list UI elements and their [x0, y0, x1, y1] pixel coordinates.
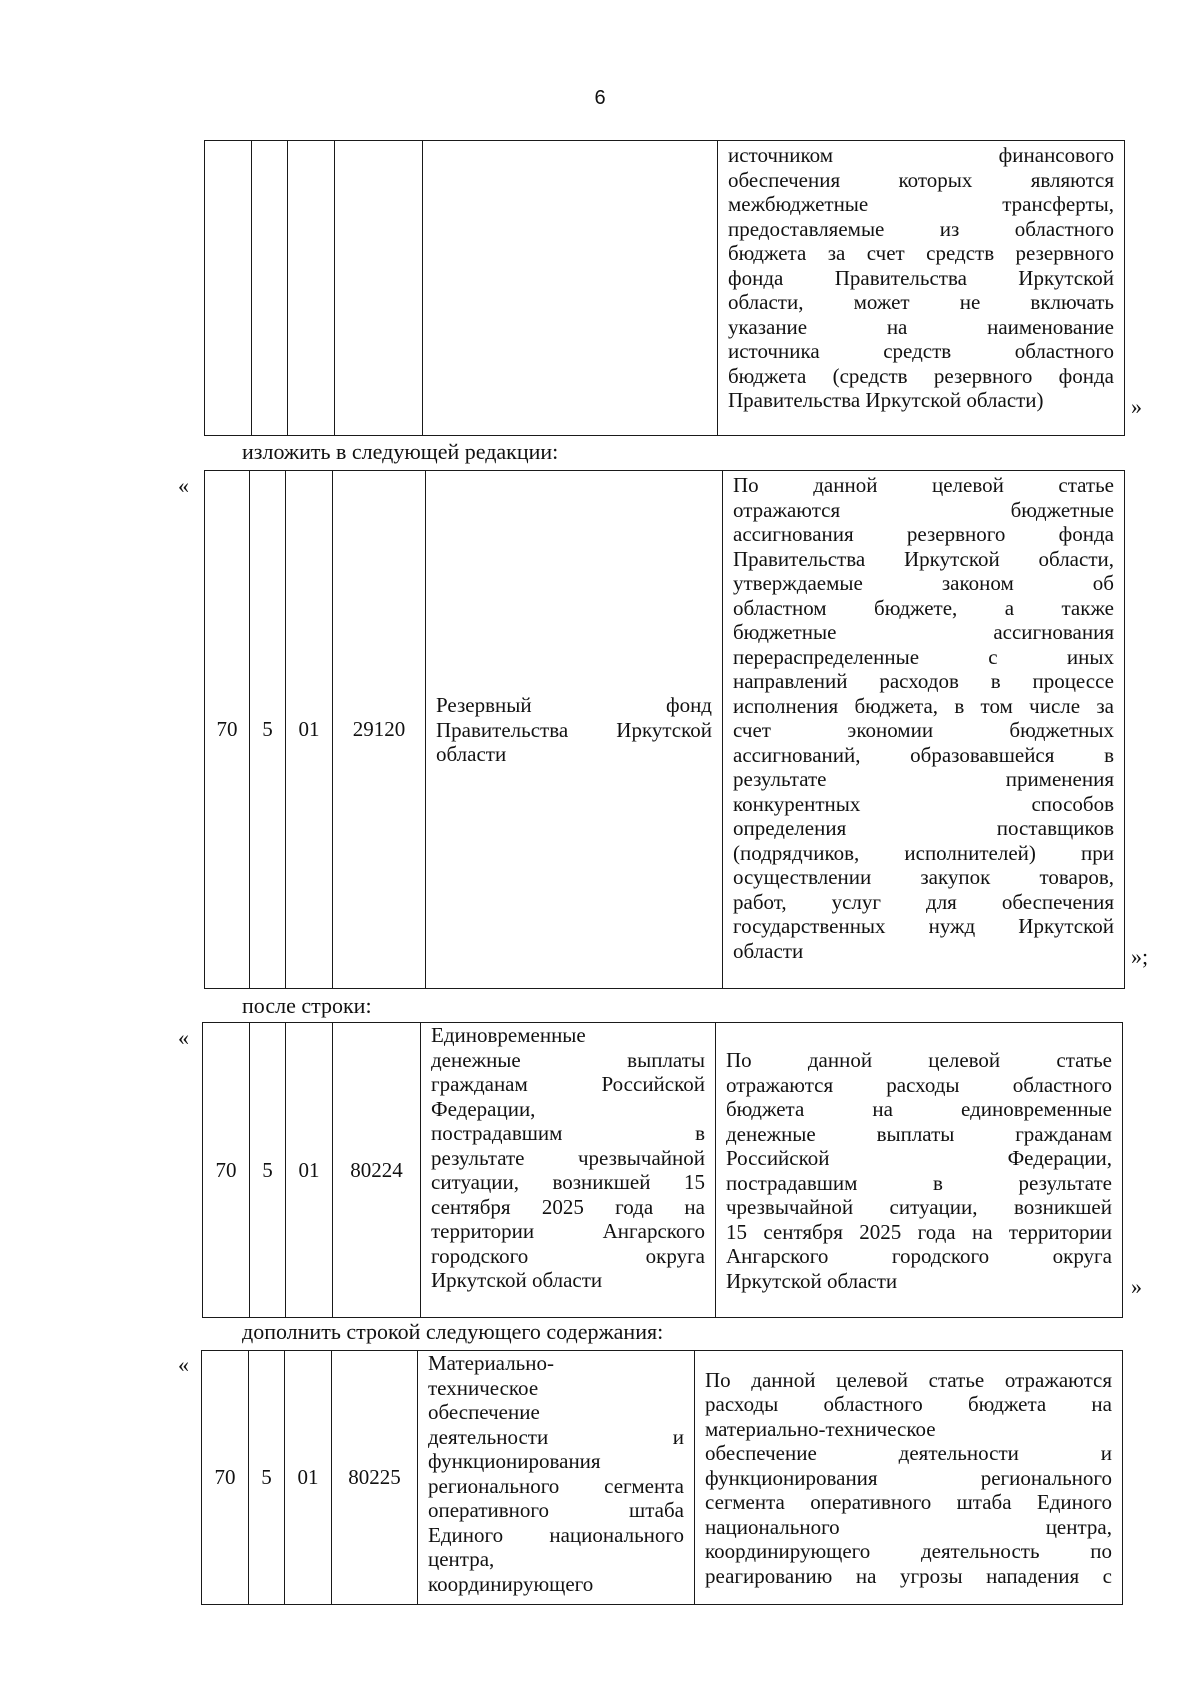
text-line: определения поставщиков	[733, 816, 1114, 840]
page-number: 6	[594, 87, 606, 109]
table-row	[203, 1023, 1123, 1318]
closing-quote: »	[1131, 394, 1142, 419]
text-line: исполнения бюджета, в том числе за	[733, 693, 1114, 718]
text-line: Правительства Иркутской области)	[728, 388, 1044, 412]
cell-code-1: 70	[202, 1351, 249, 1605]
text-line: обеспечение	[428, 1400, 540, 1424]
cell-code-3: 01	[286, 471, 333, 989]
text-line: городского округа	[431, 1243, 705, 1268]
text-line: регионального сегмента	[428, 1473, 684, 1498]
text-line: пострадавшим в	[431, 1121, 705, 1145]
text-line: источника средств областного	[728, 339, 1114, 363]
text-line: направлений расходов в процессе	[733, 669, 1114, 693]
instruction-text: дополнить строкой следующего содержания:	[242, 1319, 664, 1344]
cell-name	[426, 471, 723, 989]
text-line: ассигнований, образовавшейся в	[733, 742, 1114, 767]
text-line: ассигнования резервного фонда	[733, 522, 1114, 546]
cell-code-2: 5	[250, 471, 286, 989]
text-line: ситуации, возникшей 15	[431, 1170, 705, 1194]
closing-quote-semicolon: »;	[1131, 944, 1149, 969]
text-line: чрезвычайной ситуации, возникшей	[726, 1195, 1112, 1219]
cell-name	[418, 1351, 695, 1605]
instruction-text: после строки:	[242, 993, 372, 1018]
table-block-4	[201, 1350, 1123, 1605]
text-line: реагированию на угрозы нападения с	[705, 1563, 1112, 1588]
text-line: 15 сентября 2025 года на территории	[726, 1219, 1112, 1244]
text-line: Материально-	[428, 1351, 554, 1375]
text-line: сентября 2025 года на	[431, 1194, 705, 1219]
text-line: результате применения	[733, 767, 1114, 791]
text-line: бюджета (средств резервного фонда	[728, 363, 1114, 388]
cell-code-1: 70	[205, 471, 250, 989]
table-row	[205, 471, 1125, 989]
text-line: деятельности и	[428, 1424, 684, 1449]
text-line: материально-техническое	[705, 1416, 936, 1441]
text-line: перераспределенные с иных	[733, 644, 1114, 669]
table-row	[202, 1351, 1123, 1605]
text-line: денежные выплаты	[431, 1047, 705, 1072]
cell-code-3: 01	[286, 1023, 333, 1318]
text-line: координирующего	[428, 1571, 594, 1596]
cell-code-2	[252, 141, 288, 436]
text-line: области, может не включать	[728, 290, 1114, 314]
cell-name	[421, 1023, 716, 1318]
cell-code-4	[335, 141, 423, 436]
text-line: отражаются расходы областного	[726, 1072, 1112, 1097]
text-line: Правительства Иркутской области,	[733, 546, 1114, 571]
closing-quote: »	[1131, 1274, 1142, 1299]
text-line: отражаются бюджетные	[733, 497, 1114, 522]
text-line: межбюджетные трансферты,	[728, 192, 1114, 216]
text-line: По данной целевой статье отражаются	[705, 1367, 1112, 1392]
cell-description	[716, 1023, 1123, 1318]
cell-description	[695, 1351, 1123, 1605]
text-line: Ангарского городского округа	[726, 1244, 1112, 1268]
text-line: указание на наименование	[728, 314, 1114, 339]
text-line: национального центра,	[705, 1514, 1112, 1539]
text-line: Иркутской области	[726, 1268, 898, 1293]
text-line: осуществлении закупок товаров,	[733, 865, 1114, 889]
text-line: техническое	[428, 1375, 539, 1400]
text-line: предоставляемые из областного	[728, 216, 1114, 241]
text-line: результате чрезвычайной	[431, 1145, 705, 1170]
text-line: Резервный фонд	[436, 693, 712, 718]
text-line: функционирования регионального	[705, 1465, 1112, 1490]
cell-code-3: 01	[285, 1351, 332, 1605]
instruction-text: изложить в следующей редакции:	[242, 439, 559, 464]
text-line: расходы областного бюджета на	[705, 1392, 1112, 1417]
text-line: утверждаемые законом об	[733, 571, 1114, 595]
opening-quote: «	[178, 1352, 189, 1377]
text-line: Правительства Иркутской	[436, 717, 712, 742]
text-line: сегмента оперативного штаба Единого	[705, 1490, 1112, 1515]
cell-code-1	[205, 141, 252, 436]
text-line: Иркутской области	[431, 1268, 603, 1292]
text-line: области	[733, 938, 804, 963]
text-line: Российской Федерации,	[726, 1146, 1112, 1170]
text-line: функционирования	[428, 1449, 601, 1473]
table-block-3	[202, 1022, 1123, 1318]
text-line: Единого национального	[428, 1522, 684, 1547]
text-line: Федерации,	[431, 1096, 536, 1121]
cell-code-2: 5	[249, 1351, 285, 1605]
text-line: областном бюджете, а также	[733, 595, 1114, 620]
text-line: центра,	[428, 1547, 495, 1571]
cell-code-4: 80224	[333, 1023, 421, 1318]
text-line: (подрядчиков, исполнителей) при	[733, 840, 1114, 865]
cell-name	[423, 141, 718, 436]
text-line: бюджета за счет средств резервного	[728, 241, 1114, 265]
text-line: области	[436, 742, 507, 767]
text-line: обеспечение деятельности и	[705, 1441, 1112, 1466]
text-line: бюджета на единовременные	[726, 1097, 1112, 1121]
cell-description	[718, 141, 1125, 436]
table-row	[205, 141, 1125, 436]
table-block-2	[204, 470, 1125, 989]
text-line: денежные выплаты гражданам	[726, 1121, 1112, 1146]
text-line: обеспечения которых являются	[728, 167, 1114, 192]
text-line: пострадавшим в результате	[726, 1170, 1112, 1195]
text-line: Единовременные	[431, 1023, 586, 1047]
text-line: фонда Правительства Иркутской	[728, 265, 1114, 290]
text-line: гражданам Российской	[431, 1072, 705, 1096]
cell-code-3	[288, 141, 335, 436]
text-line: оперативного штаба	[428, 1498, 684, 1522]
text-line: конкурентных способов	[733, 791, 1114, 816]
table-block-1	[204, 140, 1125, 436]
cell-code-1: 70	[203, 1023, 250, 1318]
cell-description	[723, 471, 1125, 989]
cell-code-4: 29120	[333, 471, 426, 989]
text-line: государственных нужд Иркутской	[733, 914, 1114, 938]
opening-quote: «	[178, 473, 189, 498]
cell-code-4: 80225	[332, 1351, 418, 1605]
text-line: По данной целевой статье	[733, 473, 1114, 497]
cell-code-2: 5	[250, 1023, 286, 1318]
text-line: счет экономии бюджетных	[733, 718, 1114, 742]
opening-quote: «	[178, 1025, 189, 1050]
text-line: бюджетные ассигнования	[733, 620, 1114, 644]
text-line: координирующего деятельность по	[705, 1539, 1112, 1564]
text-line: территории Ангарского	[431, 1219, 705, 1243]
text-line: работ, услуг для обеспечения	[733, 889, 1114, 914]
text-line: По данной целевой статье	[726, 1048, 1112, 1072]
text-line: источником финансового	[728, 143, 1114, 167]
